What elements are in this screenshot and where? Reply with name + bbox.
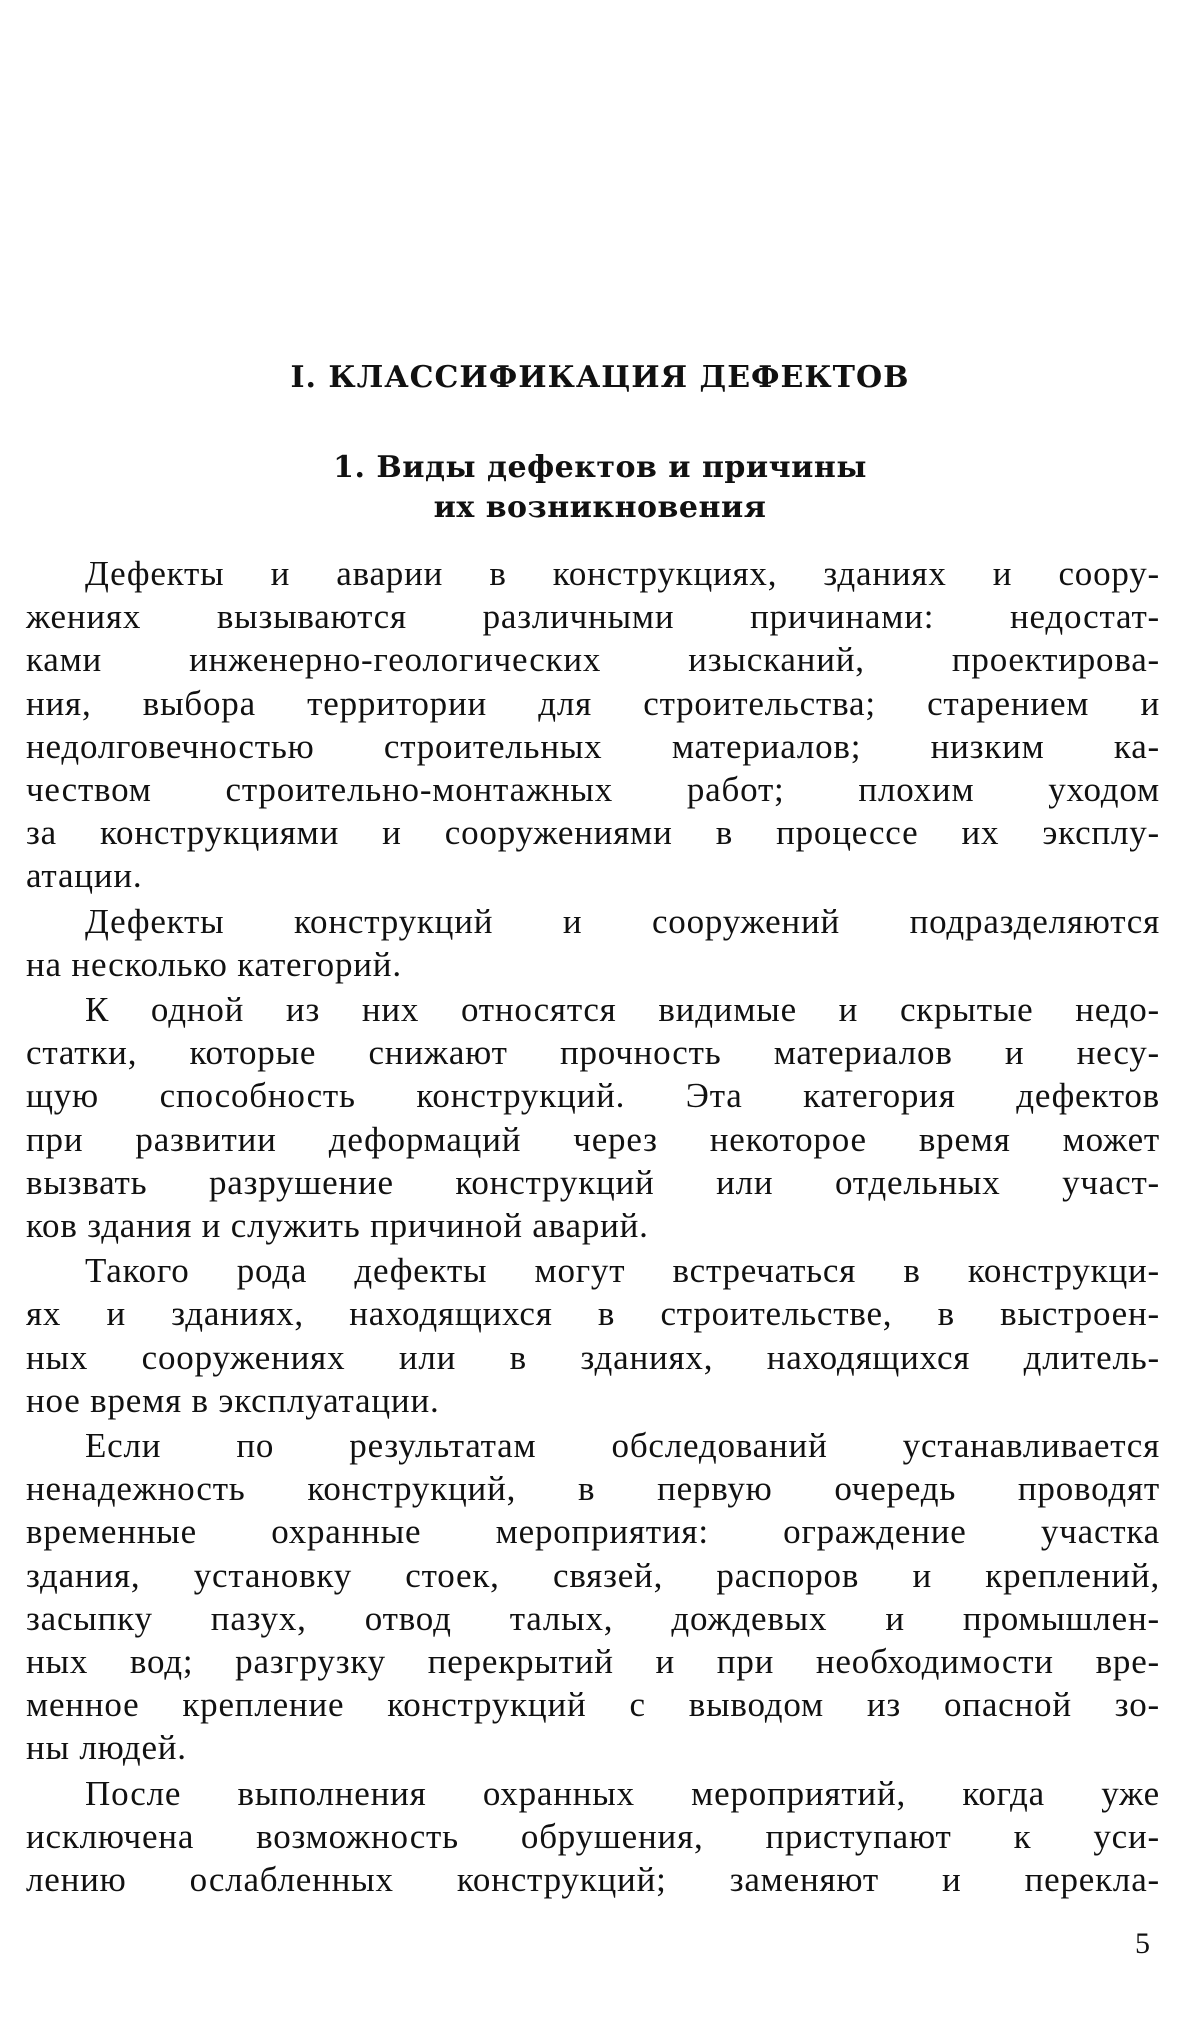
text-line: чеством строительно-монтажных работ; плохим уходом <box>26 770 1160 810</box>
paragraph <box>26 1249 1160 1422</box>
text-line: Такого рода дефекты могут встречаться в конструкци- <box>85 1251 1160 1291</box>
text-line: лению ослабленных конструкций; заменяют и перекла- <box>26 1860 1160 1900</box>
text-line: статки, которые снижают прочность материалов и несу- <box>26 1033 1160 1073</box>
text-line: атации. <box>26 856 143 896</box>
text-line: Дефекты конструкций и сооружений подразделяются <box>85 901 1160 941</box>
text-line: ния, выбора территории для строительства; старением и <box>26 683 1160 723</box>
text-line: Если по результатам обследований устанавливается <box>85 1426 1160 1466</box>
text-line: здания, установку стоек, связей, распоров и креплений, <box>26 1555 1160 1595</box>
text-line: временные охранные мероприятия: ограждение участка <box>26 1512 1160 1552</box>
paragraph <box>26 552 1160 898</box>
text-line: ных сооружениях или в зданиях, находящихся длитель- <box>26 1337 1160 1377</box>
text-line: ков здания и служить причиной аварий. <box>26 1206 649 1246</box>
section-title-line: их возникновения <box>433 490 767 525</box>
page-number: 5 <box>1135 1927 1150 1960</box>
paragraph <box>26 988 1160 1247</box>
text-line: исключена возможность обрушения, приступают к уси- <box>26 1816 1160 1856</box>
text-line: ками инженерно-геологических изысканий, проектирова- <box>26 640 1160 680</box>
text-line: засыпку пазух, отвод талых, дождевых и промышлен- <box>26 1598 1160 1638</box>
text-line: вызвать разрушение конструкций или отдельных участ- <box>26 1162 1160 1202</box>
text-line: К одной из них относятся видимые и скрытые недо- <box>85 990 1160 1030</box>
text-line: менное крепление конструкций с выводом из опасной зо- <box>26 1685 1160 1725</box>
text-line: щую способность конструкций. Эта категория дефектов <box>26 1076 1160 1116</box>
text-line: за конструкциями и сооружениями в процессе их эксплу- <box>26 813 1160 853</box>
body-text <box>26 552 1160 1901</box>
text-line: После выполнения охранных мероприятий, когда уже <box>85 1773 1160 1813</box>
paragraph <box>26 1772 1160 1902</box>
text-line: ное время в эксплуатации. <box>26 1380 440 1420</box>
text-line: ях и зданиях, находящихся в строительстве, в выстроен- <box>26 1294 1160 1334</box>
chapter-title: I. КЛАССИФИКАЦИЯ ДЕФЕКТОВ <box>290 360 910 395</box>
text-line: при развитии деформаций через некоторое время может <box>26 1119 1160 1159</box>
text-line: ны людей. <box>26 1728 187 1768</box>
text-line: жениях вызываются различными причинами: недостат- <box>26 597 1160 637</box>
text-line: на несколько категорий. <box>26 944 402 984</box>
section-title <box>0 448 1200 528</box>
text-line: ных вод; разгрузку перекрытий и при необходимости вре- <box>26 1642 1160 1682</box>
text-line: ненадежность конструкций, в первую очередь проводят <box>26 1469 1160 1509</box>
paragraph <box>26 1424 1160 1770</box>
paragraph <box>26 900 1160 986</box>
text-line: Дефекты и аварии в конструкциях, зданиях и соору- <box>85 554 1160 593</box>
text-line: недолговечностью строительных материалов; низким ка- <box>26 726 1160 766</box>
section-title-line: 1. Виды дефектов и причины <box>333 450 867 485</box>
